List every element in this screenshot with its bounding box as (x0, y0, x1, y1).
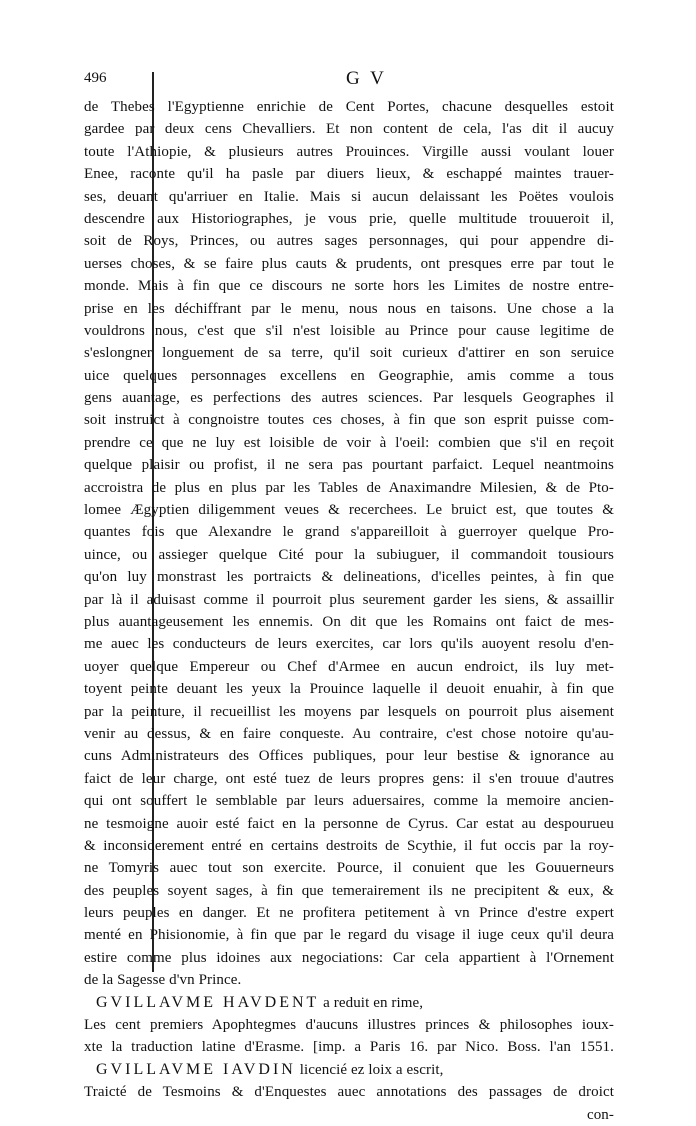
text-line: par la peinture, il recueillist les moyens par lesquels on pourroit plus aisement (84, 703, 614, 720)
text-line: soit de Roys, Princes, ou autres sages personnages, qui pour appendre di- (84, 233, 614, 250)
text-line: Enee, raconte qu'il ha pasle par diuers lieux, & eschappé maintes trauer- (84, 166, 614, 183)
text-line: monde. Mais à fin que ce discours ne sorte hors les Limites de nostre entre- (84, 278, 614, 295)
text-line: uerses choses, & se faire plus cauts & prudents, ont presques erre par tout le (84, 255, 614, 272)
text-line: faict de leur charge, ont esté tuez de leurs propres gens: il s'en trouue d'autres (84, 770, 614, 787)
main-paragraph (84, 96, 614, 992)
text-line: par là il aduisast comme il pourroit plus seurement garder les siens, & assaillir (84, 591, 614, 608)
text-line: gens auantage, es perfections des autres sciences. Par lesquels Geographes il (84, 390, 614, 407)
text-line: ne tesmoigne auoir esté faict en la personne de Cyrus. Car estat au despourueu (84, 815, 614, 832)
entry-lead: a reduit en rime, (319, 994, 424, 1011)
text-line: qu'on luy monstrast les portraicts & delineations, d'icelles peintes, à fin que (84, 569, 614, 586)
entry-line: Les cent premiers Apophtegmes d'aucuns illustres princes & philosophes ioux- (84, 1017, 614, 1034)
entry-lead: licencié ez loix a escrit, (295, 1061, 444, 1078)
bibliography-entries (84, 992, 614, 1104)
text-line: cuns Administrateurs des Offices publiques, pour leur bestise & ignorance au (84, 748, 614, 765)
text-line: lomee Ægyptien diligemment veues & recerchees. Le bruict est, que toutes & (84, 502, 614, 519)
text-line: venir au dessus, & en faire conqueste. Au contraire, c'est chose notoire qu'au- (84, 725, 614, 742)
page-header (84, 70, 624, 92)
text-line: qui ont souffert le semblable par leurs aduersaires, comme la memoire ancien- (84, 793, 614, 810)
body-text (84, 96, 614, 1126)
text-line: des peuples soyent sages, à fin que temerairement ils ne precipitent & eux, & (84, 882, 614, 899)
text-line: vouldrons nous, c'est que s'il n'est loisible au Prince pour cause legitime de (84, 322, 614, 339)
text-line: ne Tomyris auec tout son exercite. Pource, il conuient que les Gouuerneurs (84, 860, 614, 877)
text-line: quantes fois que Alexandre le grand s'appareilloit à guerroyer quelque Pro- (84, 524, 614, 541)
entry-author: GVILLAVME IAVDIN (96, 1060, 296, 1078)
page-number: 496 (84, 70, 107, 86)
text-line: descendre aux Historiographes, je vous prie, quelle multitude trouueroit il, (84, 210, 614, 227)
text-line: accroistra de plus en plus par les Tables de Anaximandre Milesien, & de Pto- (84, 479, 614, 496)
text-line: de la Sagesse d'vn Prince. (84, 972, 242, 989)
text-line: toyent peinte deuant les yeux la Prouince laquelle il deuoit enuahir, à fin que (84, 681, 614, 698)
text-line: de Thebes l'Egyptienne enrichie de Cent Portes, chacune desquelles estoit (84, 99, 614, 115)
text-line: leurs peuples en danger. Et ne profitera petitement à vn Prince d'estre expert (84, 905, 614, 922)
text-line: estire comme plus idoines aux negociations: Car cela appartient à l'Ornement (84, 949, 614, 966)
text-line: uince, ou assieger quelque Cité pour la subiuguer, il commandoit tousiours (84, 546, 614, 563)
text-line: prise en les déchiffrant par le menu, nous nous en taisons. Une chose a la (84, 300, 614, 317)
entry-heading (84, 992, 614, 1014)
entry-line: Traicté de Tesmoins & d'Enquestes auec annotations des passages de droict (84, 1084, 614, 1101)
text-line: soit instruict à congnoistre toutes ces choses, à fin que son esprit puisse com- (84, 412, 614, 429)
text-line: & inconsiderement entré en certains destroits de Scythie, il fut occis par la roy- (84, 837, 614, 854)
text-line: uoyer quelque Empereur ou Chef d'Armee en aucun endroict, ils luy met- (84, 658, 614, 675)
text-line: gardee par deux cens Chevalliers. Et non content de cela, l'as dit il aucuy (84, 121, 614, 138)
text-line: me auec les conducteurs de leurs exercites, car lors qu'ils auoyent resolu d'en- (84, 636, 614, 653)
text-line: prendre ce que ne luy est loisible de voir à l'oeil: combien que s'il en reçoit (84, 434, 614, 451)
running-head: G V (346, 68, 387, 89)
text-line: ses, deuant qu'arriuer en Italie. Mais si aucun delaissant les Poëtes voulois (84, 188, 614, 205)
text-line: menté en Phisionomie, à fin que par le regard du visage il iuge ceux qu'il deura (84, 927, 614, 944)
text-line: toute l'Athiopie, & plusieurs autres Prouinces. Virgille aussi voulant louer (84, 143, 614, 160)
entry-heading (84, 1059, 614, 1081)
text-line: s'eslongner longuement de sa terre, qu'il soit curieux d'attirer en son seruice (84, 345, 614, 362)
entry-author: GVILLAVME HAVDENT (96, 993, 320, 1011)
catchword: con- (586, 1106, 614, 1123)
text-line: quelque plaisir ou profist, il ne sera pas pourtant parfaict. Lequel neantmoins (84, 457, 614, 474)
text-line: uice quelques personnages excellens en Geographie, amis comme a tous (84, 367, 614, 384)
entry-line: xte la traduction latine d'Erasme. [imp. a Paris 16. par Nico. Boss. l'an 1551. (84, 1039, 614, 1056)
text-line: plus auantageusement les ennemis. On dit que les Romains ont faict de mes- (84, 613, 614, 630)
